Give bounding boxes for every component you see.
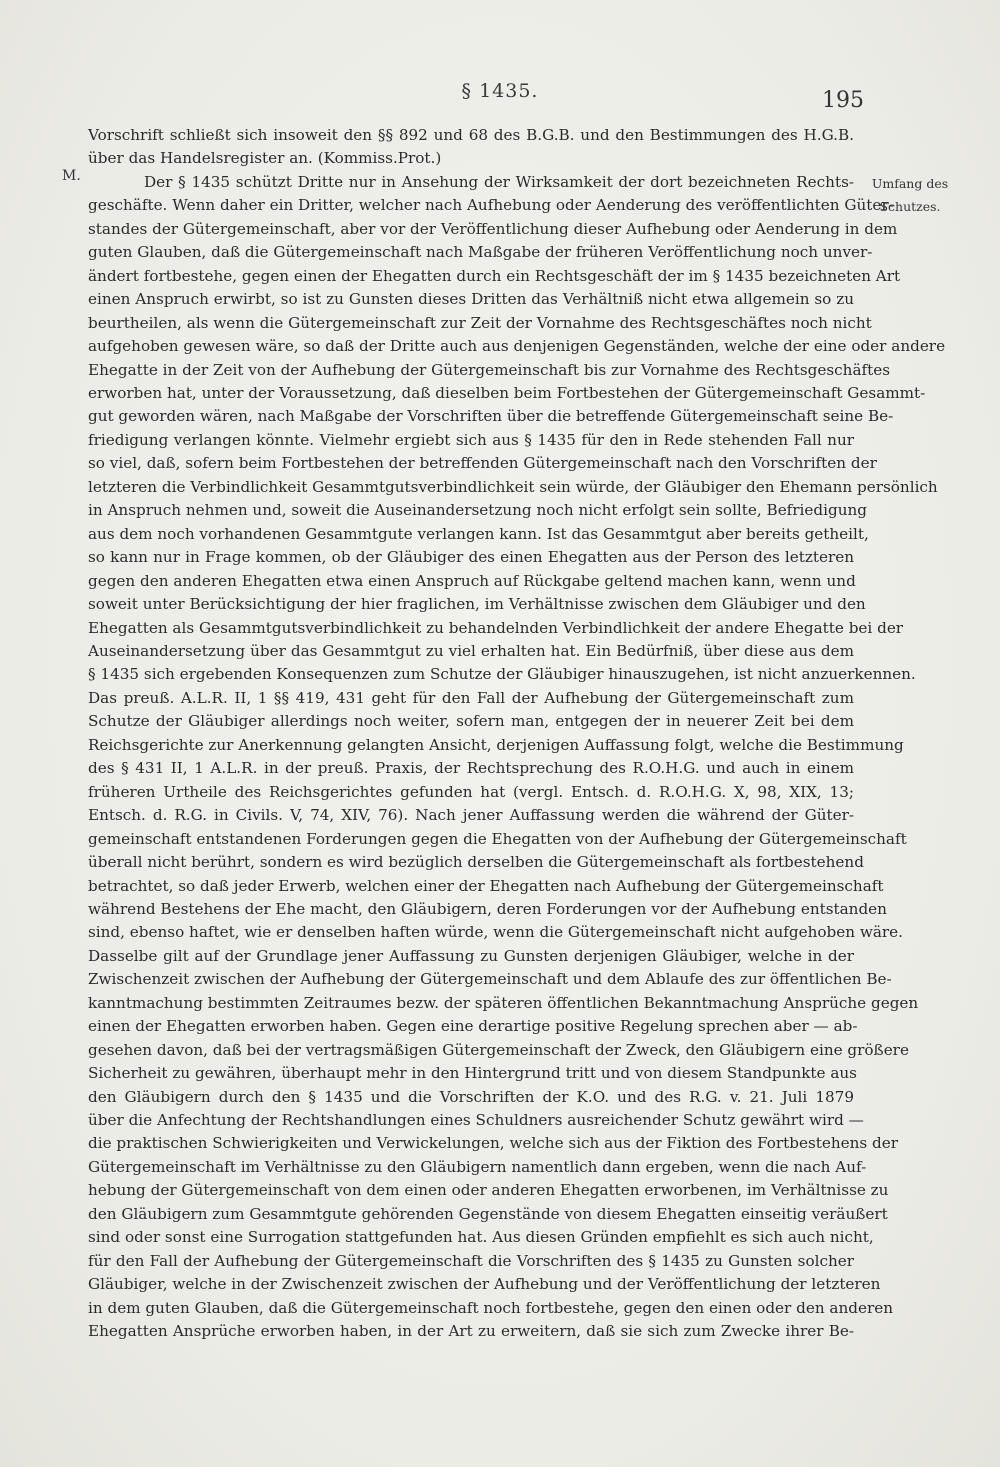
text-line: Zwischenzeit zwischen der Aufhebung der Gütergemeinschaft und dem Ablaufe des zur öffentlichen Be- — [88, 970, 892, 989]
text-line: betrachtet, so daß jeder Erwerb, welchen einer der Ehegatten nach Aufhebung der Gütergemeinschaft — [88, 876, 884, 895]
text-line: während Bestehens der Ehe macht, den Gläubigern, deren Forderungen vor der Aufhebung entstanden — [88, 899, 887, 918]
text-line: gut geworden wären, nach Maßgabe der Vorschriften über die betreffende Gütergemeinschaft seine Be- — [88, 407, 894, 426]
text-line: § 1435 sich ergebenden Konsequenzen zum Schutze der Gläubiger hinauszugehen, ist nicht anzuerkennen. — [88, 665, 916, 684]
text-line: die praktischen Schwierigkeiten und Verwickelungen, welche sich aus der Fiktion des Fortbestehens der — [88, 1134, 899, 1153]
text-line: den Gläubigern zum Gesammtgute gehörenden Gegenstände von diesem Ehegatten einseitig veräußert — [88, 1204, 888, 1223]
text-line: guten Glauben, daß die Gütergemeinschaft nach Maßgabe der früheren Veröffentlichung noch unver- — [88, 243, 873, 262]
text-line: für den Fall der Aufhebung der Gütergemeinschaft die Vorschriften des § 1435 zu Gunsten solcher — [88, 1251, 854, 1270]
text-line: Gläubiger, welche in der Zwischenzeit zwischen der Aufhebung und der Veröffentlichung der letzteren — [88, 1275, 881, 1294]
section-header: § 1435. — [461, 80, 539, 102]
text-line: Reichsgerichte zur Anerkennung gelangten Ansicht, derjenigen Auffassung folgt, welche die Bestimmung — [88, 735, 904, 754]
text-line: Der § 1435 schützt Dritte nur in Ansehung der Wirksamkeit der dort bezeichneten Rechts- — [144, 172, 854, 191]
text-line: gesehen davon, daß bei der vertragsmäßigen Gütergemeinschaft der Zweck, den Gläubigern eine größere — [88, 1040, 909, 1059]
text-line: hebung der Gütergemeinschaft von dem einen oder anderen Ehegatten erworbenen, im Verhältnisse zu — [88, 1181, 889, 1200]
text-line: Ehegatten als Gesammtgutsverbindlichkeit zu behandelnden Verbindlichkeit der andere Ehegatte bei der — [88, 618, 904, 637]
text-line: friedigung verlangen könnte. Vielmehr ergiebt sich aus § 1435 für den in Rede stehenden Fall nur — [88, 430, 854, 449]
text-line: so viel, daß, sofern beim Fortbestehen der betreffenden Gütergemeinschaft nach den Vorschriften der — [88, 454, 877, 473]
text-line: erworben hat, unter der Voraussetzung, daß dieselben beim Fortbestehen der Gütergemeinschaft Gesammt- — [88, 383, 926, 402]
text-line: über die Anfechtung der Rechtshandlungen eines Schuldners ausreichender Schutz gewährt wird — — [88, 1111, 864, 1130]
text-line: Ehegatten Ansprüche erworben haben, in der Art zu erweitern, daß sie sich zum Zwecke ihrer Be- — [88, 1322, 854, 1341]
text-line: soweit unter Berücksichtigung der hier fraglichen, im Verhältnisse zwischen dem Gläubiger und den — [88, 595, 866, 614]
text-line: in dem guten Glauben, daß die Gütergemeinschaft noch fortbestehe, gegen den einen oder den anderen — [88, 1298, 894, 1317]
text-line: Vorschrift schließt sich insoweit den §§ 892 und 68 des B.G.B. und den Bestimmungen des H.G.B. — [88, 126, 854, 144]
text-line: über das Handelsregister an. (Kommiss.Prot.) — [88, 149, 442, 168]
text-line: Sicherheit zu gewähren, überhaupt mehr in den Hintergrund tritt und von diesem Standpunkte aus — [88, 1064, 857, 1083]
margin-note-line-1: Umfang des — [871, 176, 949, 191]
text-line: Entsch. d. R.G. in Civils. V, 74, XIV, 76). Nach jener Auffassung werden die während der Güter- — [88, 806, 854, 825]
margin-mark: M. — [62, 168, 81, 184]
text-line: gemeinschaft entstandenen Forderungen gegen die Ehegatten von der Aufhebung der Gütergemeinschaft — [88, 829, 907, 848]
text-line: Schutze der Gläubiger allerdings noch weiter, sofern man, entgegen der in neuerer Zeit bei dem — [88, 712, 854, 731]
text-line: früheren Urtheile des Reichsgerichtes gefunden hat (vergl. Entsch. d. R.O.H.G. X, 98, XIX, 13; — [88, 782, 854, 801]
text-line: Dasselbe gilt auf der Grundlage jener Auffassung zu Gunsten derjenigen Gläubiger, welche in der — [88, 946, 854, 965]
text-line: den Gläubigern durch den § 1435 und die Vorschriften der K.O. und des R.G. v. 21. Juli 1879 — [88, 1087, 854, 1106]
text-line: in Anspruch nehmen und, soweit die Auseinandersetzung noch nicht erfolgt sein sollte, Befriedigung — [88, 501, 867, 520]
page-number: 195 — [822, 88, 864, 113]
text-line: ändert fortbestehe, gegen einen der Ehegatten durch ein Rechtsgeschäft der im § 1435 bezeichneten Art — [88, 266, 901, 285]
text-line: beurtheilen, als wenn die Gütergemeinschaft zur Zeit der Vornahme des Rechtsgeschäftes noch nicht — [88, 313, 872, 332]
text-line: des § 431 II, 1 A.L.R. in der preuß. Praxis, der Rechtsprechung des R.O.H.G. und auch in einem — [88, 759, 854, 778]
text-line: so kann nur in Frage kommen, ob der Gläubiger des einen Ehegatten aus der Person des letzteren — [88, 548, 854, 567]
text-line: Ehegatte in der Zeit von der Aufhebung der Gütergemeinschaft bis zur Vornahme des Rechtsgeschäftes — [88, 360, 891, 379]
text-line: einen der Ehegatten erworben haben. Gegen eine derartige positive Regelung sprechen aber — ab- — [88, 1017, 858, 1036]
text-line: sind, ebenso haftet, wie er denselben haften würde, wenn die Gütergemeinschaft nicht aufgehoben wäre. — [88, 923, 903, 942]
text-line: kanntmachung bestimmten Zeitraumes bezw. der späteren öffentlichen Bekanntmachung Ansprüche gegen — [88, 993, 919, 1012]
text-line: Das preuß. A.L.R. II, 1 §§ 419, 431 geht für den Fall der Aufhebung der Gütergemeinschaft zum — [88, 688, 854, 707]
text-line: geschäfte. Wenn daher ein Dritter, welcher nach Aufhebung oder Aenderung des veröffentlichten Güter- — [88, 196, 894, 215]
margin-note-line-2: Schutzes. — [879, 199, 941, 214]
text-line: Auseinandersetzung über das Gesammtgut zu viel erhalten hat. Ein Bedürfniß, über diese aus dem — [88, 641, 854, 660]
text-line: standes der Gütergemeinschaft, aber vor der Veröffentlichung dieser Aufhebung oder Aenderung in dem — [88, 219, 898, 238]
text-line: aufgehoben gewesen wäre, so daß der Dritte auch aus denjenigen Gegenständen, welche der eine oder andere — [88, 337, 946, 356]
text-line: aus dem noch vorhandenen Gesammtgute verlangen kann. Ist das Gesammtgut aber bereits getheilt, — [88, 524, 869, 543]
text-line: sind oder sonst eine Surrogation stattgefunden hat. Aus diesen Gründen empfiehlt es sich auch nicht, — [88, 1228, 874, 1247]
text-line: überall nicht berührt, sondern es wird bezüglich derselben die Gütergemeinschaft als fortbestehend — [88, 853, 864, 872]
text-line: Gütergemeinschaft im Verhältnisse zu den Gläubigern namentlich dann ergeben, wenn die nach Auf- — [88, 1157, 867, 1176]
text-line: letzteren die Verbindlichkeit Gesammtgutsverbindlichkeit sein würde, der Gläubiger den Ehemann persönlich — [88, 477, 938, 496]
text-line: gegen den anderen Ehegatten etwa einen Anspruch auf Rückgabe geltend machen kann, wenn und — [88, 571, 856, 590]
text-line: einen Anspruch erwirbt, so ist zu Gunsten dieses Dritten das Verhältniß nicht etwa allgemein so zu — [88, 290, 854, 309]
